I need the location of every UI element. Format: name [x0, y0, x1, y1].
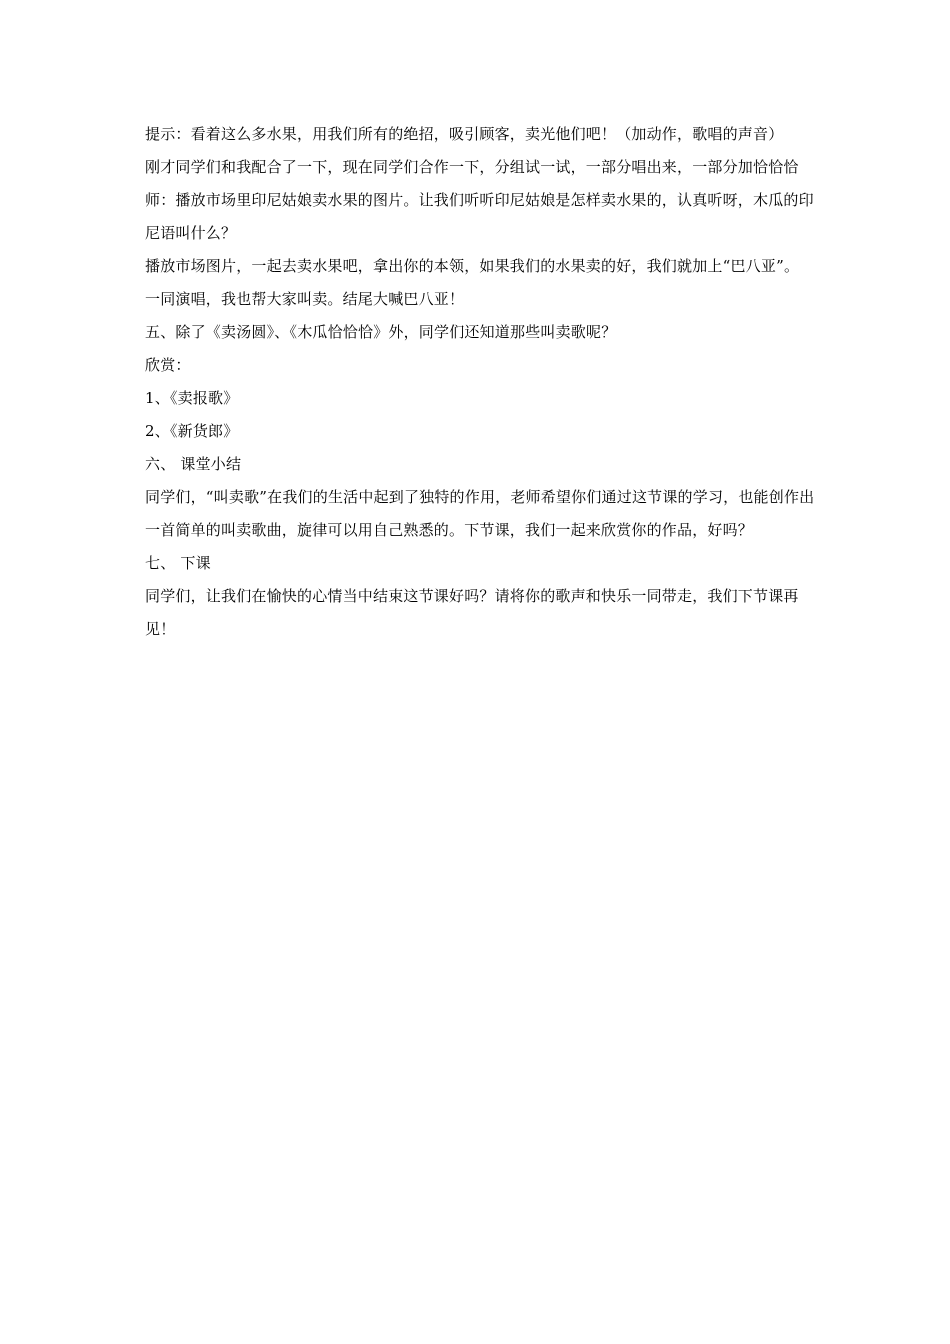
- paragraph-hint: 提示：看着这么多水果，用我们所有的绝招，吸引顾客，卖光他们吧！（加动作，歌唱的声音）: [145, 125, 784, 143]
- list-item-song-2: 2、《新货郎》: [145, 422, 239, 440]
- document-body: [145, 118, 815, 646]
- section-seven-heading: 七、 下课: [145, 554, 211, 572]
- list-item-song-1: 1、《卖报歌》: [145, 389, 239, 407]
- paragraph-closing: 同学们，让我们在愉快的心情当中结束这节课好吗？请将你的歌声和快乐一同带走，我们下节课再见！: [145, 587, 799, 638]
- paragraph-teacher-market: 师：播放市场里印尼姑娘卖水果的图片。让我们听听印尼姑娘是怎样卖水果的，认真听呀，木瓜的印尼语叫什么？: [145, 191, 814, 242]
- section-five-heading: 五、除了《卖汤圆》、《木瓜恰恰恰》外，同学们还知道那些叫卖歌呢？: [145, 323, 617, 341]
- section-six-heading: 六、 课堂小结: [145, 455, 242, 473]
- paragraph-group-practice: 刚才同学们和我配合了一下，现在同学们合作一下，分组试一试，一部分唱出来，一部分加恰恰恰: [145, 158, 799, 176]
- paragraph-appreciate: 欣赏：: [145, 356, 191, 374]
- paragraph-market-picture: 播放市场图片，一起去卖水果吧，拿出你的本领，如果我们的水果卖的好，我们就加上“巴八亚”。: [145, 257, 800, 275]
- paragraph-summary: 同学们，“叫卖歌”在我们的生活中起到了独特的作用，老师希望你们通过这节课的学习，也能创作出一首简单的叫卖歌曲，旋律可以用自己熟悉的。下节课，我们一起来欣赏你的作品，好吗？: [145, 488, 815, 539]
- paragraph-sing-together: 一同演唱，我也帮大家叫卖。结尾大喊巴八亚！: [145, 290, 465, 308]
